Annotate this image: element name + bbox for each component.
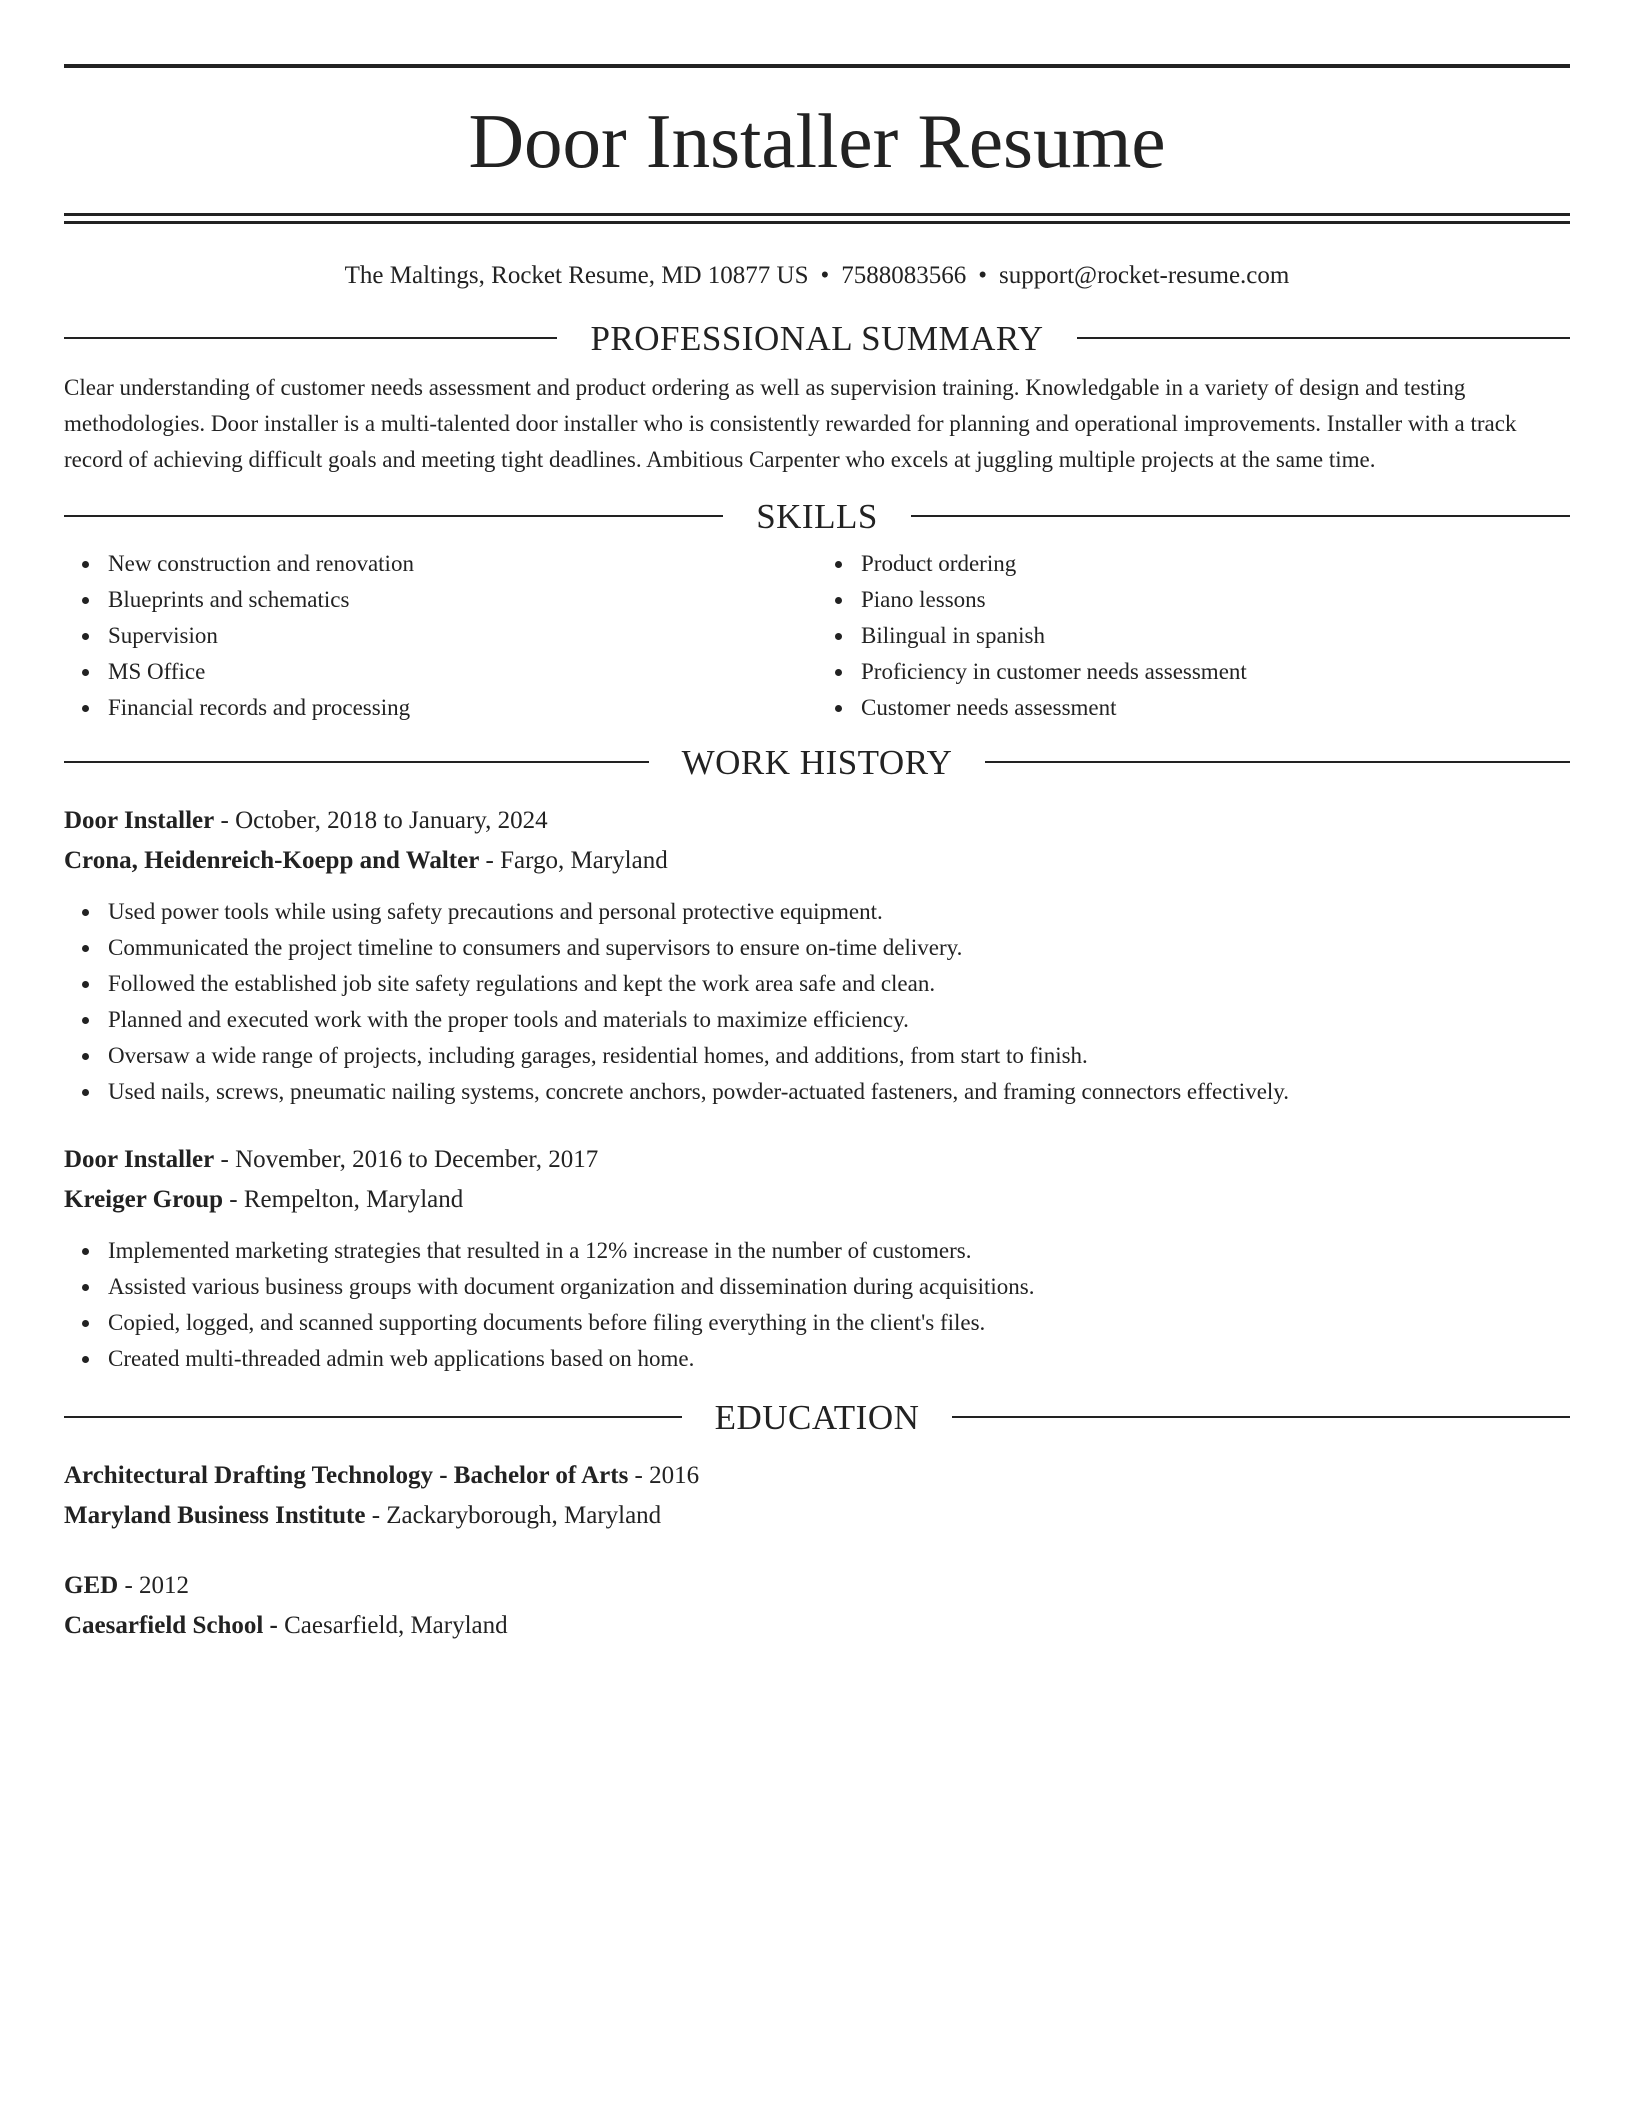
job-company-line: Kreiger Group - Rempelton, Maryland bbox=[64, 1186, 464, 1213]
header-rule bbox=[985, 761, 1570, 763]
contact-phone: 7588083566 bbox=[841, 262, 967, 289]
resume-page bbox=[64, 64, 1570, 1646]
job-location: Rempelton, Maryland bbox=[243, 1186, 464, 1213]
job-company-line: Crona, Heidenreich-Koepp and Walter - Fargo, Maryland bbox=[64, 847, 668, 874]
job-company: Kreiger Group bbox=[64, 1186, 224, 1213]
job-title-line: Door Installer - October, 2018 to January, 2024 bbox=[64, 807, 548, 834]
summary-text: Clear understanding of customer needs assessment and product ordering as well as supervision training. Knowledgable in a variety of design and testing methodologies. Door installer is a multi-talented door installer who is consistently rewarded for planning and operational improvements. Installer with a track record of achieving difficult goals and meeting tight deadlines. Ambitious Carpenter who excels at juggling multiple projects at the same time. bbox=[64, 375, 1517, 472]
job-bullet: Planned and executed work with the proper tools and materials to maximize efficiency. bbox=[108, 1002, 1570, 1038]
contact-separator: • bbox=[978, 262, 988, 289]
degree-line: Architectural Drafting Technology - Bachelor of Arts - 2016 bbox=[64, 1462, 700, 1489]
school-line: Caesarfield School - Caesarfield, Maryland bbox=[64, 1612, 508, 1639]
school-name: Caesarfield School bbox=[64, 1612, 264, 1639]
double-rule bbox=[64, 213, 1570, 224]
job-bullet: Followed the established job site safety regulations and kept the work area safe and clean. bbox=[108, 966, 1570, 1002]
header-rule bbox=[952, 1416, 1570, 1418]
skill-item: Product ordering bbox=[861, 546, 1570, 582]
skill-item: Financial records and processing bbox=[108, 690, 817, 726]
degree-line: GED - 2012 bbox=[64, 1572, 190, 1599]
header-rule bbox=[64, 515, 723, 517]
job-bullet: Used nails, screws, pneumatic nailing systems, concrete anchors, powder-actuated fasteners, and framing connectors effectively. bbox=[108, 1074, 1570, 1110]
school-name: Maryland Business Institute bbox=[64, 1502, 366, 1529]
header-rule bbox=[64, 1416, 682, 1418]
job-location: Fargo, Maryland bbox=[500, 847, 668, 874]
job-title-line: Door Installer - November, 2016 to December, 2017 bbox=[64, 1146, 599, 1173]
job-company: Crona, Heidenreich-Koepp and Walter bbox=[64, 847, 480, 874]
job-title: Door Installer bbox=[64, 1146, 215, 1173]
school-location: Caesarfield, Maryland bbox=[284, 1612, 508, 1639]
job-title: Door Installer bbox=[64, 807, 215, 834]
section-title-education: EDUCATION bbox=[714, 1397, 920, 1437]
header-rule bbox=[911, 515, 1570, 517]
job-dates: October, 2018 to January, 2024 bbox=[235, 807, 548, 834]
job-bullets bbox=[64, 1233, 1570, 1377]
skill-item: Piano lessons bbox=[861, 582, 1570, 618]
school-line: Maryland Business Institute - Zackaryborough, Maryland bbox=[64, 1502, 662, 1529]
degree-name: GED bbox=[64, 1572, 119, 1599]
skill-item: Bilingual in spanish bbox=[861, 618, 1570, 654]
job-bullet: Copied, logged, and scanned supporting documents before filing everything in the client's files. bbox=[108, 1305, 1570, 1341]
job-entry bbox=[64, 801, 1570, 1110]
skills-columns bbox=[64, 546, 1570, 726]
job-bullet: Created multi-threaded admin web applications based on home. bbox=[108, 1341, 1570, 1377]
skill-item: Proficiency in customer needs assessment bbox=[861, 654, 1570, 690]
degree-year: 2012 bbox=[139, 1572, 190, 1599]
education-entry bbox=[64, 1456, 1570, 1536]
skill-item: Customer needs assessment bbox=[861, 690, 1570, 726]
job-bullet: Communicated the project timeline to consumers and supervisors to ensure on-time delivery. bbox=[108, 930, 1570, 966]
job-bullets bbox=[64, 894, 1570, 1110]
contact-line bbox=[64, 263, 1570, 288]
job-bullet: Implemented marketing strategies that resulted in a 12% increase in the number of customers. bbox=[108, 1233, 1570, 1269]
page-title: Door Installer Resume bbox=[468, 98, 1166, 184]
section-title-skills: SKILLS bbox=[756, 496, 878, 536]
job-bullet: Used power tools while using safety precautions and personal protective equipment. bbox=[108, 894, 1570, 930]
job-dates: November, 2016 to December, 2017 bbox=[235, 1146, 599, 1173]
skills-list-right bbox=[817, 546, 1570, 726]
job-bullet: Oversaw a wide range of projects, including garages, residential homes, and additions, from start to finish. bbox=[108, 1038, 1570, 1074]
school-location: Zackaryborough, Maryland bbox=[386, 1502, 662, 1529]
section-header-education bbox=[64, 1399, 1570, 1435]
degree-name: Architectural Drafting Technology - Bachelor of Arts bbox=[64, 1462, 629, 1489]
job-bullet: Assisted various business groups with document organization and dissemination during acquisitions. bbox=[108, 1269, 1570, 1305]
education-entry bbox=[64, 1566, 1570, 1646]
job-entry bbox=[64, 1140, 1570, 1377]
header-rule bbox=[1077, 337, 1570, 339]
skill-item: New construction and renovation bbox=[108, 546, 817, 582]
skills-list-left bbox=[64, 546, 817, 726]
header-rule bbox=[64, 337, 557, 339]
skill-item: MS Office bbox=[108, 654, 817, 690]
skill-item: Supervision bbox=[108, 618, 817, 654]
section-title-summary: PROFESSIONAL SUMMARY bbox=[590, 318, 1044, 358]
section-header-work bbox=[64, 744, 1570, 780]
skill-item: Blueprints and schematics bbox=[108, 582, 817, 618]
section-title-work: WORK HISTORY bbox=[681, 742, 953, 782]
contact-address: The Maltings, Rocket Resume, MD 10877 US bbox=[344, 262, 809, 289]
header-rule bbox=[64, 761, 649, 763]
section-header-skills bbox=[64, 498, 1570, 534]
degree-year: 2016 bbox=[649, 1462, 700, 1489]
contact-separator: • bbox=[820, 262, 830, 289]
section-header-summary bbox=[64, 320, 1570, 356]
contact-email: support@rocket-resume.com bbox=[999, 262, 1290, 289]
